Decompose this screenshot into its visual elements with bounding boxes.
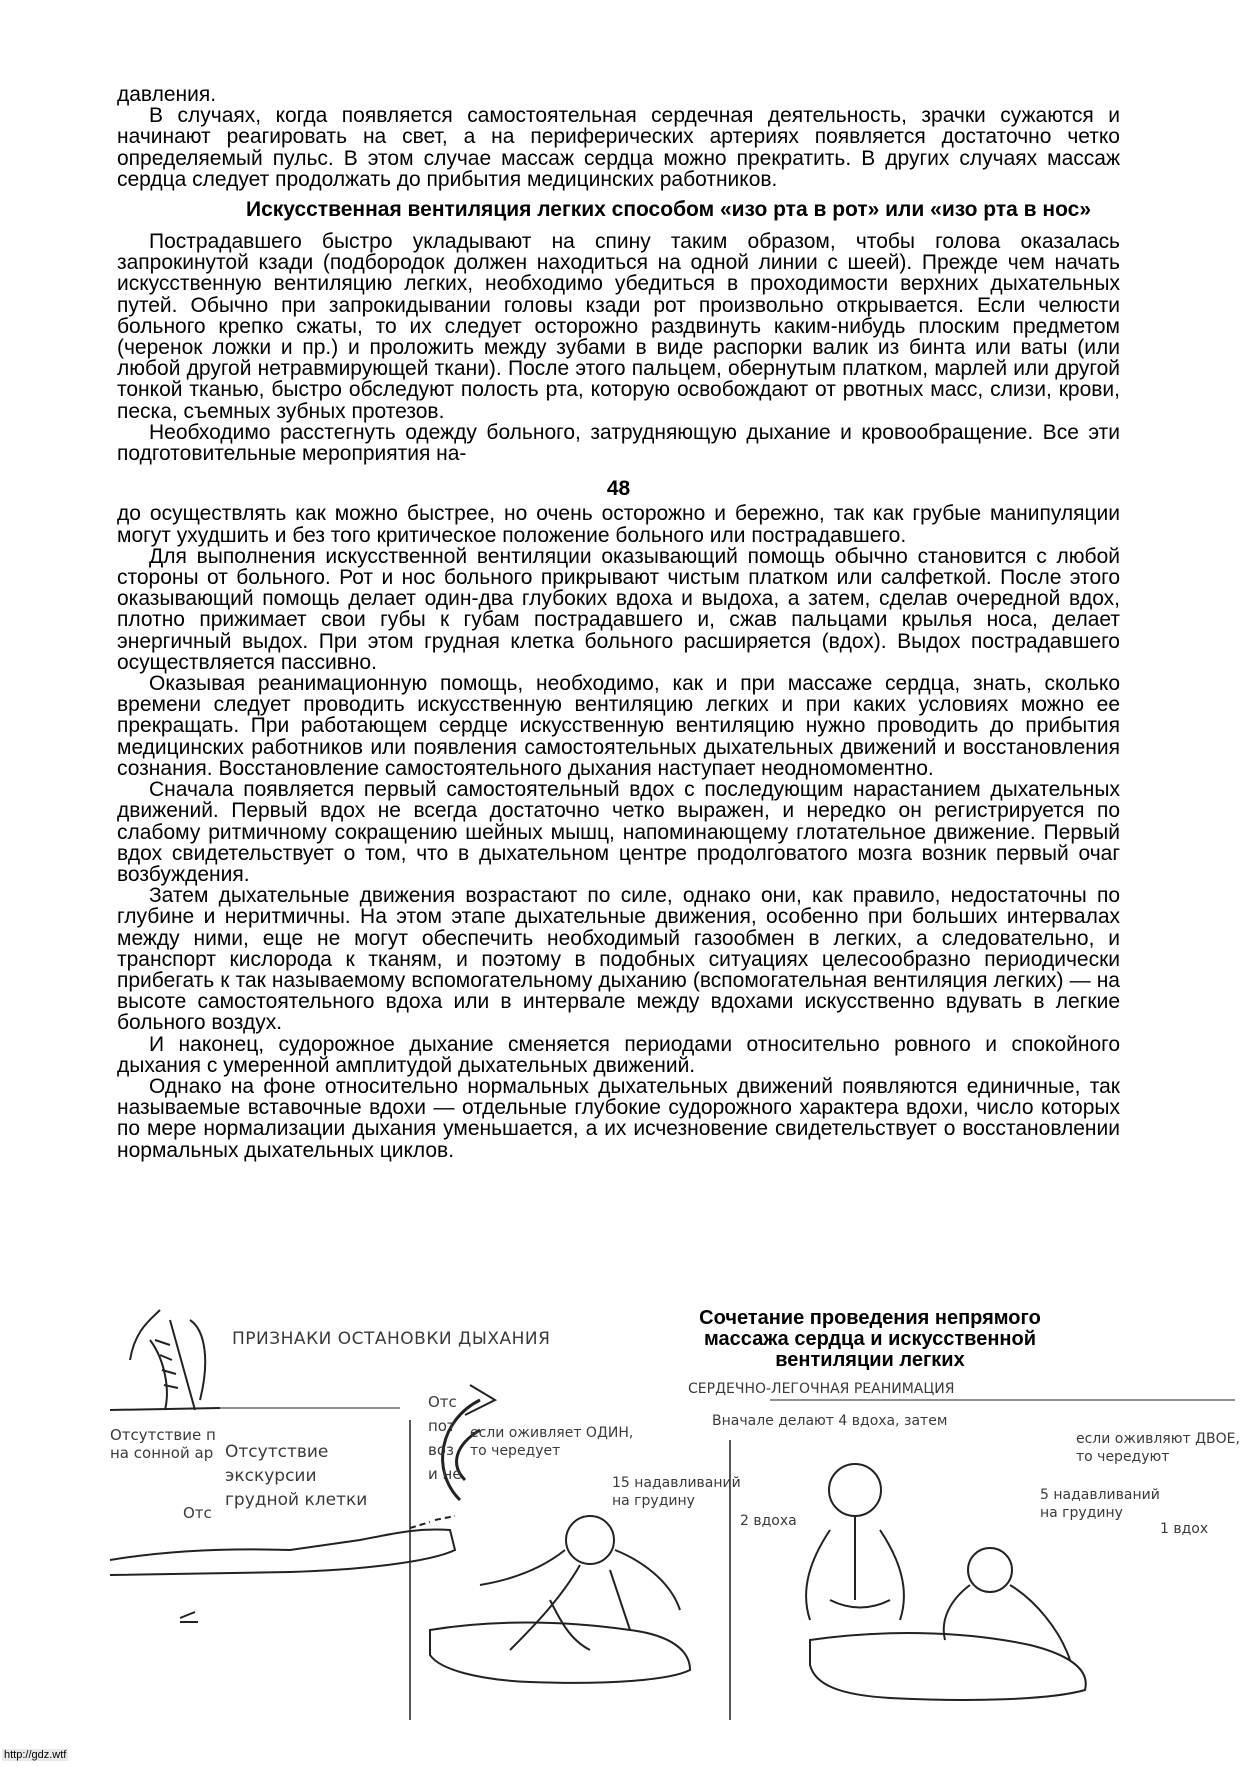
illustration-title: Сочетание проведения непрямого массажа сердца и искусственной вентиляции легких bbox=[699, 1307, 1041, 1371]
label-cut-column: Отс пот воз и не bbox=[428, 1393, 462, 1483]
label-no-pulse: Отсутствие п на сонной ар bbox=[110, 1426, 216, 1462]
paragraph: Затем дыхательные движения возрастают по силе, однако они, как правило, недостаточны по глубине и неритмичны. На этом этапе дыхательные движения, особенно при больших интервалах между ними, еще не могут обеспечить необходимый газообмен в легких, а следовательно, и транспорт кислорода к тканям, и поэтому в подобных ситуациях целесообразно периодически прибегать к так называемому вспомогательному дыханию (вспомогательная вентиляция легких) — на высоте самостоятельного вдоха или в интервале между вдохами искусственно вдувать в легкие больного воздух. bbox=[117, 884, 1120, 1035]
two-breaths-label: 1 вдох bbox=[1160, 1521, 1209, 1537]
paragraph: Однако на фоне относительно нормальных дыхательных движений появляются единичные, так называемые вставочные вдохи — отдельные глубокие судорожного характера вдохи, число которых по мере нормализации дыхания уменьшается, а их исчезновение свидетельствует о восстановлении нормальных дыхательных циклов. bbox=[117, 1074, 1120, 1162]
article-body bbox=[117, 84, 1120, 1161]
source-url: http://gdz.wtf bbox=[4, 1749, 67, 1761]
two-rescuers-label: если оживляют ДВОЕ, то чередуют bbox=[1076, 1431, 1240, 1465]
cpr-intro: Вначале делают 4 вдоха, затем bbox=[712, 1413, 948, 1429]
paragraph: давления. bbox=[117, 83, 217, 106]
page-number: 48 bbox=[606, 477, 631, 501]
one-rescuer-label: если оживляет ОДИН, то чередует bbox=[470, 1425, 634, 1459]
section-title: Искусственная вентиляция легких способом «изо рта в рот» или «изо рта в нос» bbox=[246, 198, 1091, 222]
cpr-header: СЕРДЕЧНО-ЛЕГОЧНАЯ РЕАНИМАЦИЯ bbox=[688, 1381, 955, 1397]
paragraph: до осуществлять как можно быстрее, но очень осторожно и бережно, так как грубые манипуляции могут ухудшить и без того критическое положение больного или пострадавшего. bbox=[117, 502, 1120, 547]
two-compressions-label: 5 надавливаний на грудину bbox=[1040, 1487, 1160, 1521]
paragraph: Необходимо расстегнуть одежду больного, затрудняющую дыхание и кровообращение. Все эти подготовительные мероприятия на- bbox=[117, 420, 1120, 466]
paragraph: Сначала появляется первый самостоятельный вдох с последующим нарастанием дыхательных движений. Первый вдох не всегда достаточно четко выражен, и нередко он регистрируется по слабому ритмичному сокращению шейных мышц, напоминающему глотательное движение. Первый вдох свидетельствует о том, что в дыхательном центре продолговатого мозга возник первый очаг возбуждения. bbox=[117, 778, 1120, 886]
label-no-chest-excursion: Отсутствие экскурсии грудной клетки bbox=[225, 1442, 368, 1510]
paragraph: В случаях, когда появляется самостоятельная сердечная деятельность, зрачки сужаются и начинают реагировать на свет, а на периферических артериях появляется достаточно четко определяемый пульс. В этом случае массаж сердца можно прекратить. В других случаях массаж сердца следует продолжать до прибытия медицинских работников. bbox=[117, 104, 1120, 191]
paragraph: И наконец, судорожное дыхание сменяется периодами относительно ровного и спокойного дыхания с умеренной амплитудой дыхательных движений. bbox=[117, 1032, 1120, 1077]
breathing-stop-header: ПРИЗНАКИ ОСТАНОВКИ ДЫХАНИЯ bbox=[232, 1329, 551, 1349]
one-compressions-label: 15 надавливаний на грудину bbox=[612, 1475, 741, 1509]
paragraph: Для выполнения искусственной вентиляции оказывающий помощь обычно становится с любой стороны от больного. Рот и нос больного прикрывают чистым платком или салфеткой. После этого оказывающий помощь делает один-два глубоких вдоха и выдоха, а затем, сделав очередной вдох, плотно прижимает свои губы к губам пострадавшего и, сжав пальцами крылья носа, делает энергичный выдох. При этом грудная клетка больного расширяется (вдох). Выдох пострадавшего осуществляется пассивно. bbox=[117, 544, 1120, 674]
label-absence: Отс bbox=[183, 1504, 212, 1522]
one-breaths-label: 2 вдоха bbox=[740, 1513, 797, 1529]
paragraph: Пострадавшего быстро укладывают на спину таким образом, чтобы голова оказалась запрокинутой кзади (подбородок должен находиться на одной линии с шеей). Прежде чем начать искусственную вентиляцию легких, необходимо убедиться в проходимости верхних дыхательных путей. Обычно при запрокидывании головы кзади рот произвольно открывается. Если челюсти больного крепко сжаты, то их следует осторожно раздвинуть каким-нибудь плоским предметом (черенок ложки и пр.) и проложить между зубами в виде распорки валик из бинта или ваты (или любой другой нетравмирующей ткани). После этого пальцем, обернутым платком, марлей или другой тонкой тканью, быстро обследуют полость рта, которую освобождают от рвотных масс, слизи, крови, песка, съемных зубных протезов. bbox=[117, 230, 1120, 423]
paragraph: Оказывая реанимационную помощь, необходимо, как и при массаже сердца, знать, сколько времени следует проводить искусственную вентиляцию легких и при каких условиях можно ее прекращать. При работающем сердце искусственную вентиляцию нужно проводить до прибытия медицинских работников или появления самостоятельных дыхательных движений и восстановления сознания. Восстановление самостоятельного дыхания наступает неодномоментно. bbox=[117, 672, 1120, 780]
